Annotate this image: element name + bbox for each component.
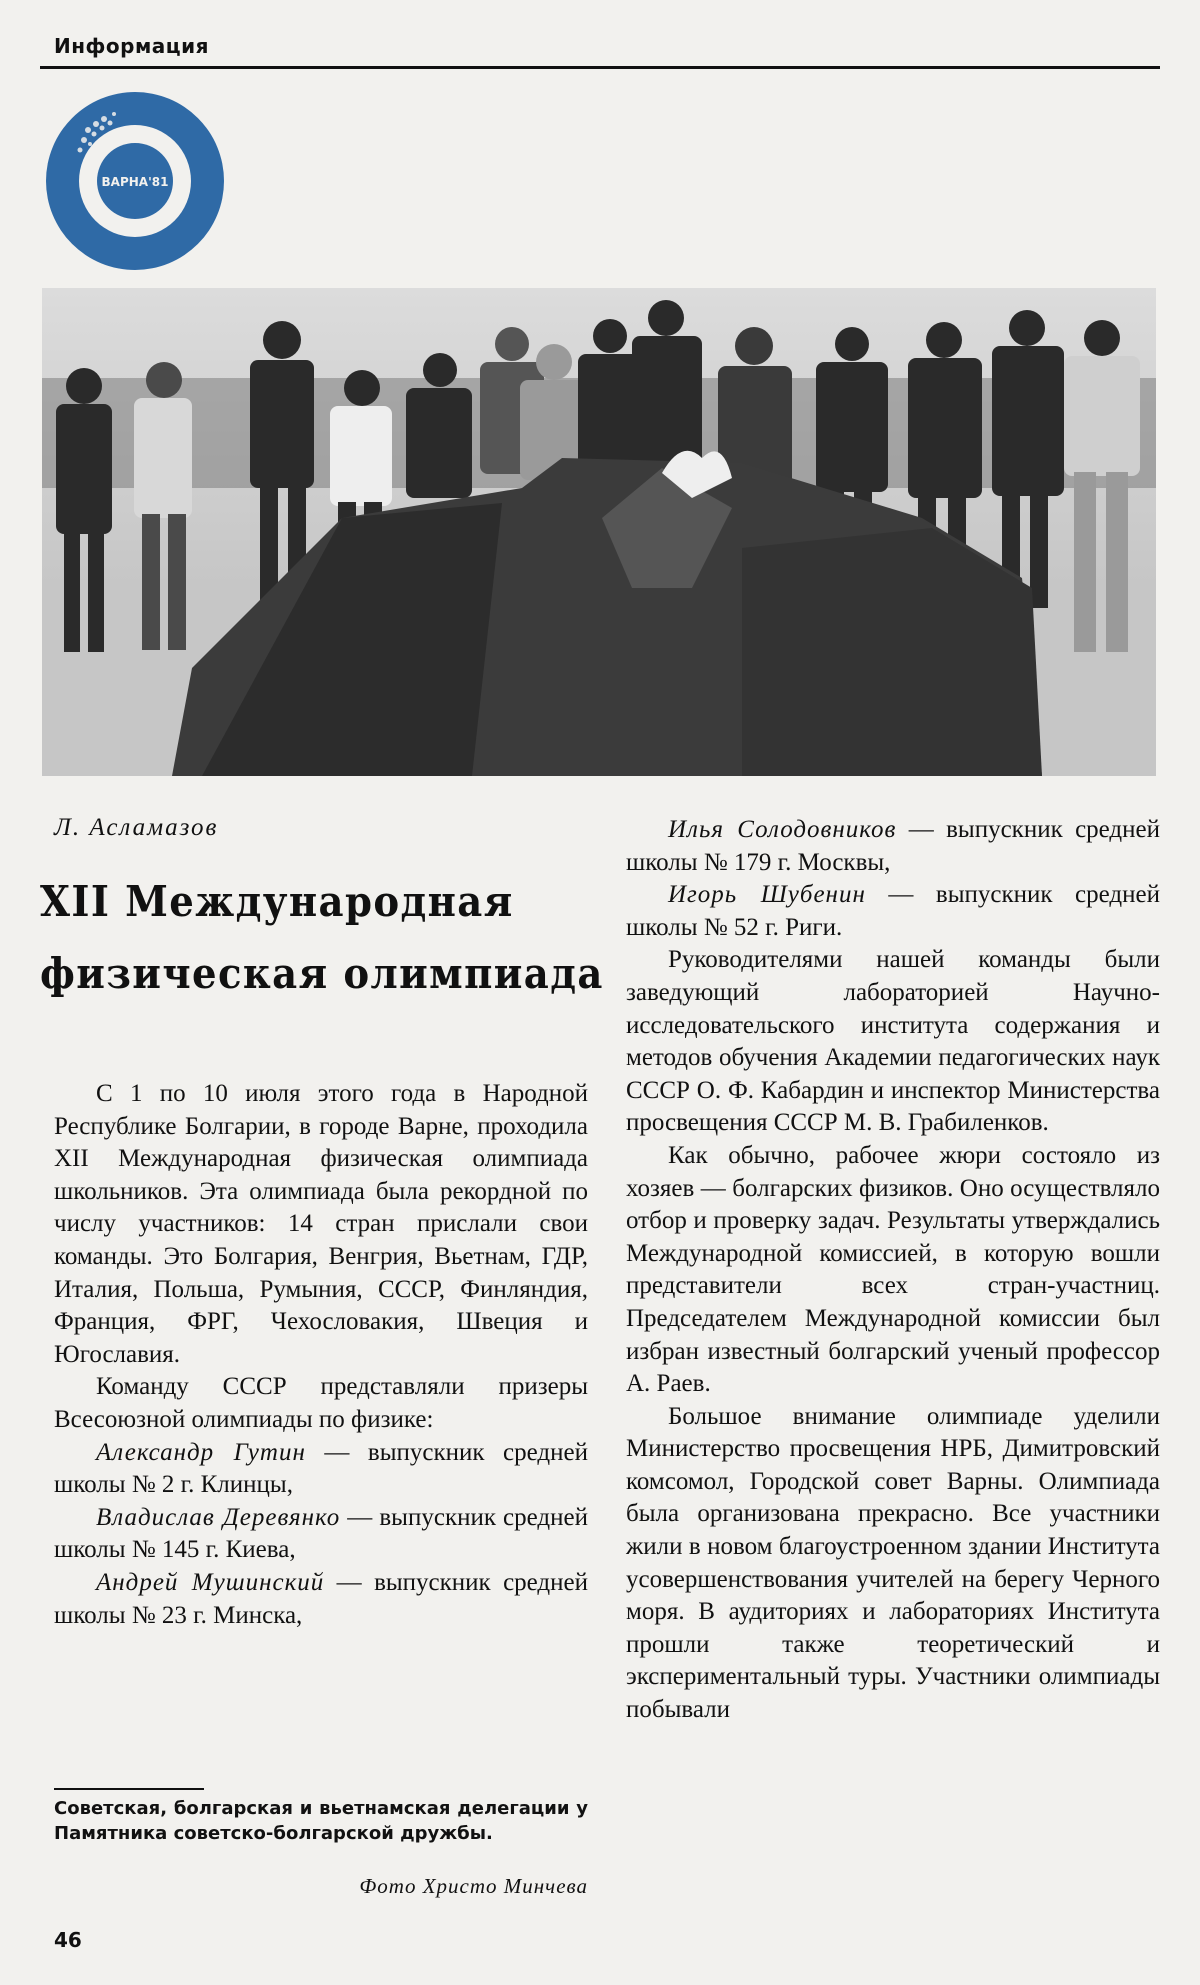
team-member	[54, 1437, 588, 1502]
varna-81-logo	[44, 90, 226, 272]
member-school: — выпускник средней школы № 2 г. Клинцы,	[54, 1438, 588, 1499]
title-line-2: физическая олимпиада	[40, 949, 604, 998]
photo-credit: Фото Христо Минчева	[359, 1874, 588, 1898]
header-rule	[40, 66, 1160, 69]
right-text-column	[626, 814, 1160, 1727]
team-member	[54, 1567, 588, 1632]
article-title	[40, 866, 604, 1010]
member-school: — выпускник средней школы № 179 г. Москвы,	[626, 816, 1160, 876]
paragraph: Большое внимание олимпиаде уделили Министерство просвещения НРБ, Димитровский комсомол, Городской совет Варны. Олимпиада была организована прекрасно. Все участники жили в новом благоустроенном здании Института усовершенствования учителей на берегу Черного моря. В аудиториях и лабораториях Института прошли также теоретический и экспериментальный туры. Участники олимпиады побывали	[626, 1402, 1160, 1724]
photo-caption: Советская, болгарская и вьетнамская делегации у Памятника советско-болгарской дружбы.	[54, 1798, 588, 1844]
paragraph: Руководителями нашей команды были заведующий лабораторией Научно-исследовательского института содержания и методов обучения Академии педагогических наук СССР О. Ф. Кабардин и инспектор Министерства просвещения СССР М. В. Грабиленков.	[626, 946, 1160, 1137]
member-school: — выпускник средней школы № 145 г. Киева,	[54, 1503, 588, 1564]
delegation-photo	[42, 288, 1156, 776]
paragraph: Команду СССР представляли призеры Всесоюзной олимпиады по физике:	[54, 1373, 588, 1433]
member-school: — выпускник средней школы № 52 г. Риги.	[626, 881, 1160, 941]
title-line-1: XII Международная	[40, 877, 514, 926]
member-name: Владислав Деревянко	[96, 1503, 341, 1531]
section-label: Информация	[54, 34, 209, 58]
logo-text: ВАРНА'81	[101, 175, 169, 189]
paragraph: С 1 по 10 июля этого года в Народной Республике Болгарии, в городе Варне, проходила XII Международная физическая олимпиада школьников. Эта олимпиада была рекордной по числу участников: 14 стран прислали свои команды. Это Болгария, Венгрия, Вьетнам, ГДР, Италия, Польша, Румыния, СССР, Финляндия, Франция, ФРГ, Чехословакия, Швеция и Югославия.	[54, 1080, 588, 1368]
article-author: Л. Асламазов	[54, 814, 219, 841]
page-number: 46	[54, 1928, 82, 1952]
member-school: — выпускник средней школы № 23 г. Минска,	[54, 1568, 589, 1629]
member-name: Игорь Шубенин	[668, 881, 866, 909]
caption-rule	[54, 1788, 204, 1790]
team-member	[626, 814, 1160, 879]
paragraph: Как обычно, рабочее жюри состояло из хозяев — болгарских физиков. Оно осуществляло отбор и проверку задач. Результаты утверждались Международной комиссией, в которую вошли представители всех стран-участниц. Председателем Международной комиссии был избран известный болгарский ученый профессор А. Раев.	[626, 1141, 1160, 1398]
left-text-column	[54, 1078, 588, 1632]
member-name: Александр Гутин	[96, 1438, 306, 1466]
team-member	[54, 1502, 588, 1567]
member-name: Илья Солодовников	[668, 816, 897, 843]
member-name: Андрей Мушинский	[96, 1568, 325, 1596]
team-member	[626, 879, 1160, 944]
